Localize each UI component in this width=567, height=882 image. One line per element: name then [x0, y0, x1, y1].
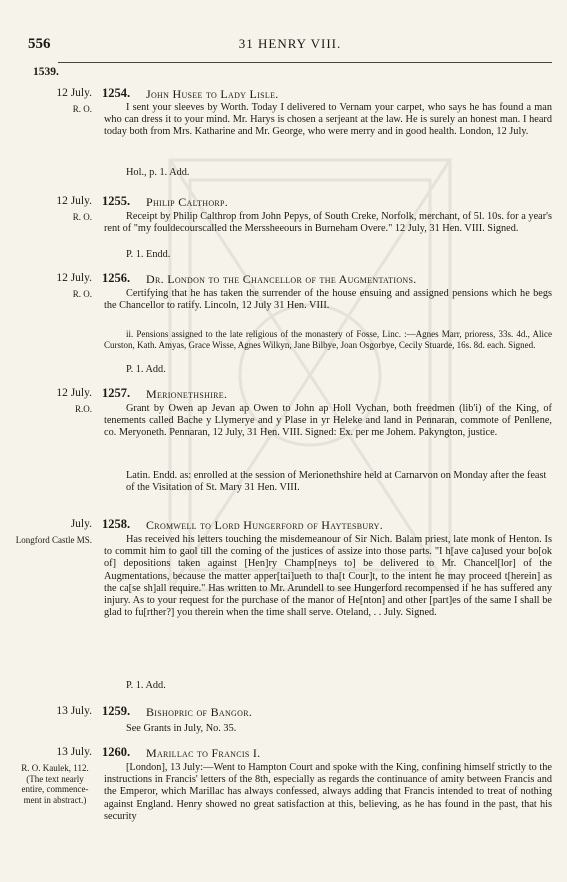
entry-body: I sent your sleeves by Worth. Today I delivered to Vernam your carpet, who says he has found a man who can dress it to your mind. Mr. Harys is chosen a serjeant at the law. He is surely an honest man. I heard today both from Mrs. Katharine and Mr. George, who were merry and in good health. London, 12 July. — [104, 102, 552, 138]
entry-date: 13 July. — [56, 705, 92, 717]
entry-heading: Philip Calthorp. — [146, 195, 229, 209]
entry-meta: Latin. Endd. as: enrolled at the session of Merionethshire held at Carnarvon on Monday after the feast of the Visitation of St. Mary 31 Hen. VIII. — [126, 470, 547, 494]
page-number: 556 — [28, 36, 51, 52]
entry-body: Grant by Owen ap Jevan ap Owen to John ap Holl Vychan, both freedmen (lib'i) of the King, of tenements called Bache y Llymerye and y Plase in yr Heleke and land in Pennaran, commote of Penllene, co. Meryoneth. Pennaran, 12 July, 31 Hen. VIII. Signed: Ex. per me Johem. Pakyngton, justice. — [104, 403, 552, 439]
entry-date: 12 July. — [56, 387, 92, 399]
entry-number: 1257. — [102, 386, 131, 400]
header-rule — [58, 62, 552, 63]
entry-source: Longford Castle MS. — [15, 535, 92, 545]
entry-heading: Marillac to Francis I. — [146, 746, 261, 760]
entry-source: R. O. — [72, 289, 92, 299]
entry-number: 1258. — [102, 517, 131, 531]
year-label: 1539. — [33, 66, 59, 78]
entry-heading: Merionethshire. — [146, 387, 228, 401]
running-title: 31 HENRY VIII. — [238, 36, 342, 51]
entry-number: 1255. — [102, 194, 131, 208]
entry-body: Certifying that he has taken the surrender of the house ensuing and assigned pensions which he begs the Chancellor to ratify. Lincoln, 12 July 31 Hen. VIII. — [104, 288, 552, 312]
entry-number: 1254. — [102, 86, 131, 100]
entry-body: [London], 13 July:—Went to Hampton Court and spoke with the King, confining himself strictly to the instructions in Francis' letters of the 8th, especially as regards the continuance of amity between Francis and the Emperor, which Marillac has always confessed, always adding that Francis intended to treat of nothing against England. Henry showed no great satisfaction at this, believing, as he has found in the past, that his security — [104, 762, 552, 822]
entry-source: R. O. — [72, 104, 92, 114]
entry-number: 1256. — [102, 271, 131, 285]
entry-meta: P. 1. Add. — [126, 364, 166, 375]
entry-body: Has received his letters touching the misdemeanour of Sir Nich. Balam priest, late monk of Henton. Is to commit him to gaol till the coming of the justices of assize into those parts. "I h[ave ca]used your bo[ok of] depositions taken against [Hen]ry Champ[neys to] be delivered to Mr. Chancel[lor] of the Augmentations, because the matter apper[tai]ueth to tha[t Cour]t, to the intent he may proceed t[herein] as the ca[se sh]all require." Has written to Mr. Arundell to see Hungerford recompensed if he has suffered any injury. As to your request for the purchase of the manor of He[nton] and other [part]es of the same I shall be glad to fu[rther?] you therein when the time shall serve. Oteland, . . July. Signed. — [104, 534, 552, 619]
entry-number: 1259. — [102, 704, 131, 718]
entry-body: Receipt by Philip Calthrop from John Pepys, of South Creke, Norfolk, merchant, of 5l. 10s. for a year's rent of "my fouldecourscalled the Merssheeours in Burneham Overe." 12 July, 31 Hen. VIII. Signed. — [104, 211, 552, 235]
entry-meta: See Grants in July, No. 35. — [126, 723, 237, 734]
entry-source: R.O. — [74, 404, 92, 414]
entry-date: 13 July. — [56, 746, 92, 758]
entry-meta: P. 1. Add. — [126, 680, 166, 691]
entry-heading: Dr. London to the Chancellor of the Augmentations. — [146, 272, 417, 286]
entry-source: R. O. — [72, 212, 92, 222]
entry-date: 12 July. — [56, 272, 92, 284]
entry-date: 12 July. — [56, 195, 92, 207]
entry-meta: P. 1. Endd. — [126, 249, 171, 260]
entry-number: 1260. — [102, 745, 131, 759]
page-header — [28, 36, 552, 56]
entry-heading: Bishopric of Bangor. — [146, 705, 253, 719]
entry-note: ii. Pensions assigned to the late religious of the monastery of Fosse, Linc. :—Agnes Marr, prioress, 33s. 4d., Alice Curston, Kath. Amyas, Grace Wisse, Agnes Wilkyn, Jane Bilbye, Joan Osgorbye, Cecily Stuarde, 16s. 8d. each. Signed. — [104, 329, 552, 350]
entry-meta: Hol., p. 1. Add. — [126, 167, 190, 178]
entry-date: July. — [70, 518, 92, 530]
entry-source: R. O. Kaulek, 112. (The text nearly entire, commence-ment in abstract.) — [21, 763, 89, 805]
entry-heading: Cromwell to Lord Hungerford of Haytesbury. — [146, 518, 384, 532]
entry-heading: John Husee to Lady Lisle. — [146, 87, 279, 101]
entry-date: 12 July. — [56, 87, 92, 99]
